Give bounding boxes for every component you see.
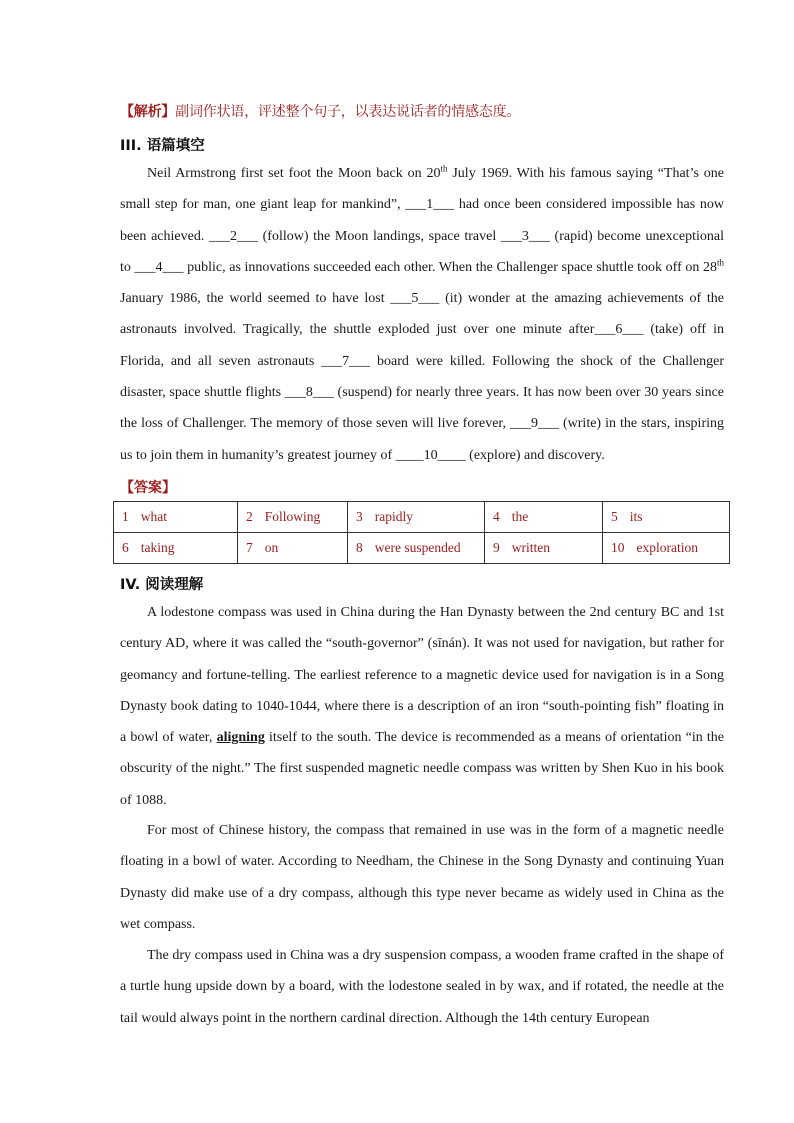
ordinal-suffix: th — [716, 257, 724, 268]
section-3-heading: III. 语篇填空 — [120, 138, 205, 154]
answer-cell: 8 were suspended — [348, 533, 485, 564]
answer-cell: 3 rapidly — [348, 502, 485, 533]
reading-paragraph-2: For most of Chinese history, the compass that remained in use was in the form of a magnetic needle floating in a bowl of water. According to Needham, the Chinese in the Song Dynasty and continuing Yuan Dynasty did make use of a dry compass, although this type never became as widely used in China as the wet compass. — [120, 823, 724, 932]
cloze-text-c: January 1986, the world seemed to have lost ___5___ (it) wonder at the amazing achievements of the astronauts involved. Tragically, the shuttle exploded just over one minute after___6___ (take) off in Florida, and all seven astronauts ___7___ board were killed. Following the shock of the Challenger disaster, space shuttle flights ___8___ (suspend) for nearly three years. It has now been over 30 years since the loss of Challenger. The memory of those seven will live forever, ___9___ (write) in the stars, inspiring us to join them in humanity’s greatest journey of ____10____ (explore) and discovery. — [120, 291, 724, 463]
answer-cell: 5 its — [603, 502, 730, 533]
cloze-text-b: July 1969. With his famous saying “That’s one small step for man, one giant leap for mankind”, ___1___ had once been considered impossible has now been achieved. ___2___ (follow) the Moon landings, space travel ___3___ (rapid) become unexceptional to ___4___ public, as innovations succeeded each other. When the Challenger space shuttle took off on 28 — [120, 166, 724, 275]
table-row — [114, 502, 730, 533]
analysis-line — [120, 101, 520, 121]
answer-cell: 1 what — [114, 502, 238, 533]
answer-cell: 2 Following — [238, 502, 348, 533]
answer-cell: 4 the — [485, 502, 603, 533]
answer-table — [113, 501, 730, 564]
answer-cell: 9 written — [485, 533, 603, 564]
answer-cell: 7 on — [238, 533, 348, 564]
answer-cell: 6 taking — [114, 533, 238, 564]
answer-cell: 10 exploration — [603, 533, 730, 564]
reading-paragraph-3: The dry compass used in China was a dry suspension compass, a wooden frame crafted in the shape of a turtle hung upside down by a board, with the lodestone sealed in by wax, and if rotated, the needle at the tail would always point in the northern cardinal direction. Although the 14th century European — [120, 948, 724, 1026]
cloze-passage — [120, 158, 724, 471]
analysis-tag: 【解析】 — [120, 104, 176, 120]
cloze-text-a: Neil Armstrong first set foot the Moon back on 20 — [147, 166, 441, 181]
analysis-text: 副词作状语，评述整个句子，以表达说话者的情感态度。 — [175, 104, 521, 120]
ordinal-suffix: th — [440, 163, 448, 174]
answer-tag: 【答案】 — [120, 480, 176, 496]
underlined-word: aligning — [216, 730, 265, 746]
table-row — [114, 533, 730, 564]
reading-paragraph-1: A lodestone compass was used in China during the Han Dynasty between the 2nd century BC and 1st century AD, where it was called the “south-governor” (sīnán). It was not used for navigation, but rather for geomancy and fortune-telling. The earliest reference to a magnetic device used for navigation is in a Song Dynasty book dating to 1040-1044, where there is a description of an iron “south-pointing fish” floating in a bowl of water, aligning itself to the south. The device is recommended as a means of orientation “in the obscurity of the night.” The first suspended magnetic needle compass was written by Shen Kuo in his book of 1088. — [120, 605, 724, 808]
section-4-heading: IV. 阅读理解 — [120, 577, 204, 593]
